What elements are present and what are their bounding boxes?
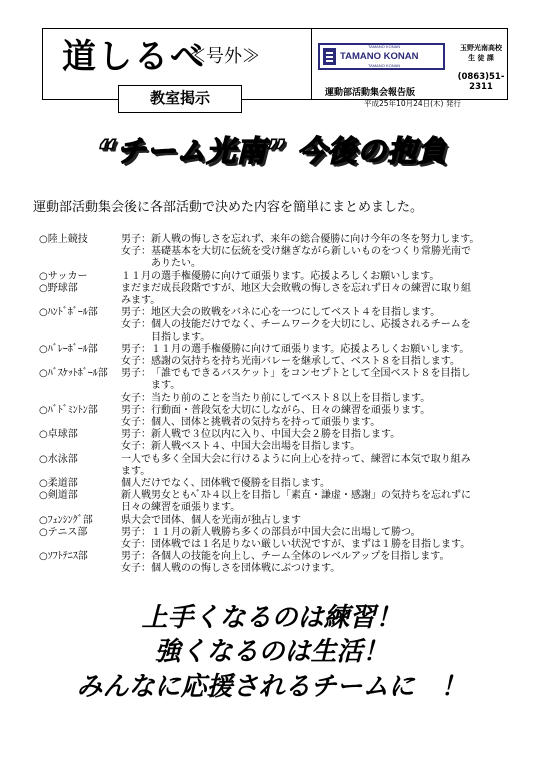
slogan-life: 強くなるのは生活！ (154, 637, 389, 667)
goal-text: １１月の新人戦勝ち多くの部員が中国大会に出場して勝つ。 (151, 526, 421, 538)
club-entry (39, 344, 509, 368)
slogan-practice: 上手くなるのは練習！ (141, 603, 402, 633)
goal-text: ます。 (151, 380, 181, 392)
goal-text: 「誰でもできるバスケット」をコンセプトとして全国ベスト８を目指し (151, 368, 471, 380)
goal-text: 新人戦男女ともﾍﾞｽﾄ４以上を目指し「素直・謙虚・感謝」の気持ちを忘れずに (121, 490, 471, 502)
goal-line (121, 319, 509, 331)
goal-line (121, 307, 509, 319)
club-name: ○柔道部 (39, 478, 78, 490)
intro-text: 運動部活動集会後に各部活動で決めた内容を簡単にまとめました。 (33, 200, 424, 215)
goal-text: まだまだ成長段階ですが、地区大会敗戦の悔しさを忘れず日々の練習に取り組 (121, 282, 471, 294)
school-name: 玉野光南高校 (460, 44, 502, 52)
club-entry (39, 283, 509, 307)
team-label: 女子： (121, 417, 151, 429)
goal-line (121, 380, 509, 392)
club-name: ○テニス部 (39, 526, 88, 538)
goal-line (121, 393, 509, 405)
team-label: 男子： (121, 234, 151, 245)
goal-line (121, 539, 509, 551)
club-goals (121, 478, 509, 490)
goal-line (121, 405, 509, 417)
goal-line (121, 368, 509, 380)
goal-text: 目指します。 (151, 331, 211, 343)
goal-text: 個人だけでなく、団体戦で優勝を目指します。 (121, 478, 330, 490)
team-label: 男子： (121, 429, 151, 441)
goal-text: 個人、団体と挑戦者の気持ちを持って頑張ります。 (151, 417, 381, 429)
goal-line (121, 527, 509, 539)
team-label: 女子： (121, 392, 151, 404)
goal-text: 行動面・普段気を大切にしながら、日々の練習を頑張ります。 (151, 404, 431, 416)
team-label: 女子： (121, 539, 151, 551)
goal-line (121, 502, 509, 514)
club-entry (39, 515, 509, 527)
goal-text: 当たり前のことを当たり前にしてベスト８以上を目指します。 (151, 392, 431, 404)
club-name: ○水泳部 (39, 453, 78, 465)
club-name: ○ﾊﾞｽｹｯﾄﾎﾞｰﾙ部 (39, 368, 108, 380)
school-emblem-icon (323, 48, 336, 65)
issue-date: 平成25年10月24日(木) 発行 (364, 99, 461, 108)
club-entry (39, 454, 509, 478)
goal-line (121, 429, 509, 441)
goal-text: 新人戦の悔しさを忘れず、来年の総合優勝に向け今年の冬を努力します。 (151, 234, 480, 245)
goal-text: 個人戦のの悔しさを団体戦にぶつけます。 (151, 563, 341, 575)
club-entry (39, 368, 509, 405)
goal-line (121, 490, 509, 502)
goal-text: 各個人の技能を向上し、チーム全体のレベルアップを目指します。 (151, 551, 450, 563)
edition-label: 運動部活動集会報告版 (325, 88, 416, 98)
team-label: 男子： (121, 551, 151, 563)
school-info (452, 43, 510, 63)
goal-line (121, 295, 509, 307)
goal-line (121, 551, 509, 563)
goal-text: １１月の選手権優勝に向けて頑張ります。応援よろしくお願いします。 (151, 343, 470, 355)
goal-line (121, 283, 509, 295)
newsletter-title: 道しるべ (62, 37, 206, 77)
goal-text: 新人戦ベスト４、中国大会出場を目指します。 (151, 441, 361, 453)
club-entry (39, 551, 509, 575)
slogan-support: みんなに応援されるチームに ！ (76, 672, 467, 702)
goal-text: ます。 (121, 465, 151, 477)
club-name: ○ﾊﾞﾄﾞﾐﾝﾄﾝ部 (39, 404, 98, 416)
team-label: 女子： (121, 563, 151, 575)
club-goals (121, 454, 509, 478)
goal-line (121, 478, 509, 490)
club-goals (121, 490, 509, 514)
team-label: 女子： (121, 319, 151, 331)
team-label (121, 258, 151, 270)
team-label: 女子： (121, 356, 151, 368)
club-name: ○卓球部 (39, 429, 78, 441)
club-goals (121, 429, 509, 453)
club-entry (39, 490, 509, 514)
club-goals (121, 234, 509, 271)
goal-text: 個人の技能だけでなく、チームワークを大切にし、応援されるチームを (151, 319, 471, 331)
team-label: 男子： (121, 343, 151, 355)
classroom-board-label: 教室掲示 (118, 85, 242, 113)
club-name: ○野球部 (39, 282, 78, 294)
club-goals (121, 344, 509, 368)
goal-line (121, 332, 509, 344)
club-entry (39, 405, 509, 429)
goal-text: 基礎基本を大切に伝統を受け継ぎながら新しいものをつくり常勝光南で (151, 246, 471, 258)
goal-line (121, 515, 509, 527)
club-name: ○ﾊﾞﾚｰﾎﾞｰﾙ部 (39, 343, 98, 355)
club-entry (39, 527, 509, 551)
logo-small-text-bottom: TAMANO KONAN (368, 63, 401, 68)
club-goals (121, 515, 509, 527)
goal-text: 地区大会の敗戦をバネに心を一つにしてベスト４を目指します。 (151, 307, 441, 319)
goal-text: １１月の選手権優勝に向けて頑張ります。応援よろしくお願いします。 (121, 270, 440, 282)
goal-text: 県大会で団体、個人を光南が独占します (121, 514, 301, 526)
goal-text: 感謝の気持ちを持ち光南バレーを継承して、ベスト８を目指します。 (151, 356, 460, 368)
club-list (39, 234, 509, 576)
goal-line (121, 246, 509, 258)
extra-edition-label: ≪号外≫ (188, 46, 260, 67)
club-goals (121, 368, 509, 405)
goal-line (121, 454, 509, 466)
club-entry (39, 307, 509, 344)
team-label: 女子： (121, 441, 151, 453)
masthead-divider (311, 28, 312, 100)
club-name: ○ﾊﾝﾄﾞﾎﾞｰﾙ部 (39, 307, 98, 319)
logo-wordmark: TAMANO KONAN (340, 51, 419, 62)
club-name: ○陸上競技 (39, 234, 88, 245)
goal-line (121, 466, 509, 478)
club-goals (121, 271, 509, 283)
goal-line (121, 234, 509, 246)
team-label: 男子： (121, 404, 151, 416)
department-name: 生 徒 課 (468, 54, 494, 62)
team-label: 男子： (121, 307, 151, 319)
club-name: ○サッカー (39, 270, 88, 282)
goal-line (121, 344, 509, 356)
logo-small-text-top: TAMANO KONAN (368, 44, 401, 49)
goal-text: みます。 (121, 295, 161, 307)
team-label: 女子： (121, 246, 151, 258)
goal-text: 日々の練習を頑張ります。 (121, 502, 241, 514)
team-label (121, 332, 151, 344)
goal-text: 一人でも多く全国大会に行けるように向上心を持って、練習に本気で取り組み (121, 453, 471, 465)
goal-line (121, 563, 509, 575)
club-goals (121, 527, 509, 551)
goal-line (121, 258, 509, 270)
club-name: ○剣道部 (39, 490, 78, 502)
club-entry (39, 271, 509, 283)
phone-number: (0863)51-2311 (457, 72, 505, 92)
goal-line (121, 417, 509, 429)
main-headline: “チーム光南” 今後の抱負 (96, 134, 448, 168)
school-logo (318, 43, 445, 70)
club-goals (121, 405, 509, 429)
club-entry (39, 429, 509, 453)
club-name: ○ﾌｪﾝｼﾝｸﾞ部 (39, 514, 93, 526)
goal-text: 新人戦で３位以内に入り、中国大会２勝を目指します。 (151, 429, 401, 441)
goal-line (121, 441, 509, 453)
club-entry (39, 478, 509, 490)
goal-line (121, 271, 509, 283)
goal-text: 団体戦では１名足りない厳しい状況ですが、まずは１勝を目指します。 (151, 539, 471, 551)
club-entry (39, 234, 509, 271)
team-label: 男子： (121, 368, 151, 380)
club-goals (121, 283, 509, 307)
team-label: 男子： (121, 526, 151, 538)
club-name: ○ｿﾌﾄﾃﾆｽ部 (39, 551, 88, 563)
club-goals (121, 307, 509, 344)
goal-line (121, 356, 509, 368)
club-goals (121, 551, 509, 575)
goal-text: ありたい。 (151, 258, 201, 270)
team-label (121, 380, 151, 392)
